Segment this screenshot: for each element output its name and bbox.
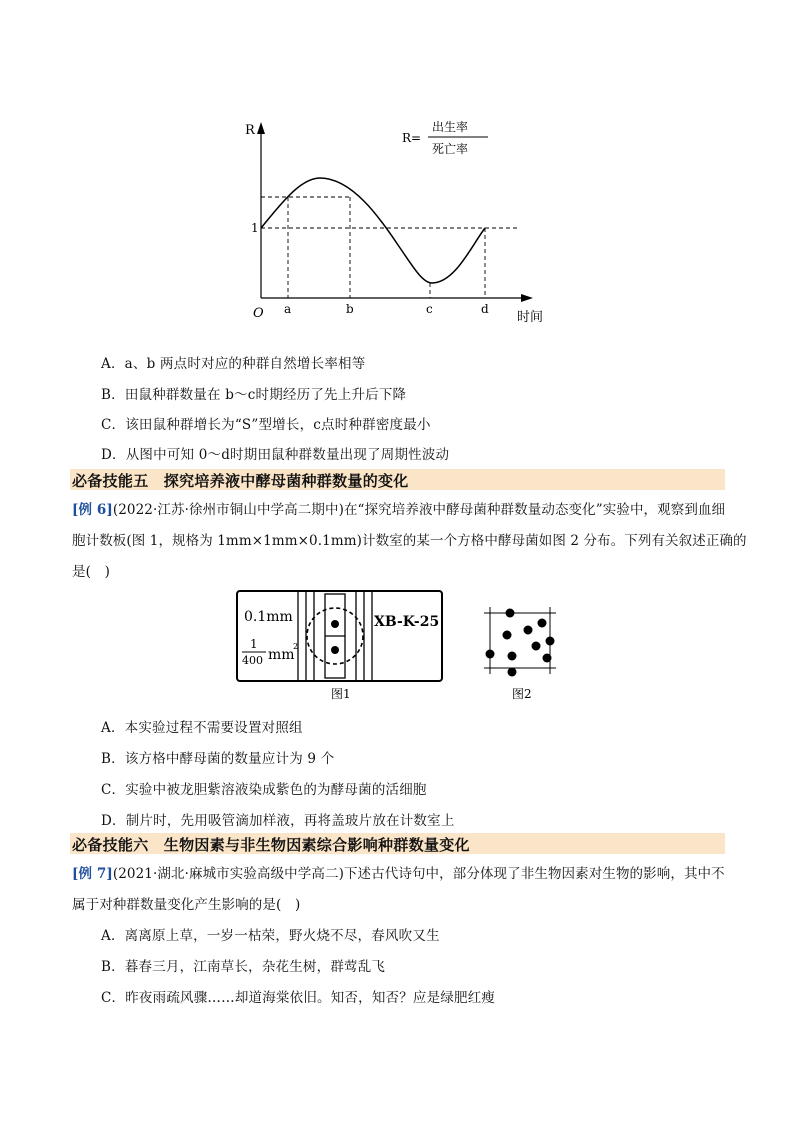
yeast-cell bbox=[508, 668, 517, 677]
figure-2-caption: 图2 bbox=[512, 687, 532, 701]
example-6-line-3: 是( ) bbox=[72, 564, 110, 580]
section-five-header bbox=[70, 469, 725, 490]
yeast-cell bbox=[506, 609, 515, 618]
area-unit: mm bbox=[268, 647, 295, 663]
example-7-text-1: (2021·湖北·麻城市实验高级中学高二)下述古代诗句中，部分体现了非生物因素对生物的影响，其中不 bbox=[112, 866, 725, 882]
grid-mark-bottom bbox=[331, 646, 339, 654]
point-label-b: b bbox=[346, 302, 354, 316]
q5-option-c: C．该田鼠种群增长为“S”型增长，c点时种群密度最小 bbox=[101, 417, 431, 433]
area-denominator: 400 bbox=[242, 654, 263, 667]
yeast-cell bbox=[532, 642, 541, 651]
section-six-header bbox=[70, 833, 725, 854]
example-7-line-2: 属于对种群数量变化产生影响的是( ) bbox=[72, 897, 301, 913]
example-7-label: [例 7] bbox=[72, 866, 113, 882]
y-tick-label: 1 bbox=[251, 221, 259, 235]
counting-chamber-figure bbox=[232, 586, 572, 706]
q5-option-b: B．田鼠种群数量在 b～c时期经历了先上升后下降 bbox=[101, 387, 407, 403]
q6-option-b: B．该方格中酵母菌的数量应计为 9 个 bbox=[101, 751, 335, 767]
depth-label: 0.1mm bbox=[244, 609, 293, 625]
section-five-title: 必备技能五 探究培养液中酵母菌种群数量的变化 bbox=[72, 472, 409, 490]
yeast-cell bbox=[486, 650, 495, 659]
grid-mark-top bbox=[331, 620, 339, 628]
point-label-c: c bbox=[426, 302, 433, 316]
q7-option-a: A．离离原上草，一岁一枯荣，野火烧不尽，春风吹又生 bbox=[101, 928, 440, 944]
yeast-cell bbox=[508, 652, 517, 661]
formula-denominator: 死亡率 bbox=[432, 142, 469, 156]
figure-1-caption: 图1 bbox=[331, 687, 351, 701]
x-axis-label: 时间 bbox=[517, 310, 544, 325]
formula-prefix: R= bbox=[402, 131, 422, 145]
y-axis-arrow bbox=[257, 122, 265, 134]
yeast-cell bbox=[546, 637, 555, 646]
yeast-cell bbox=[524, 626, 533, 635]
q6-option-a: A．本实验过程不需要设置对照组 bbox=[101, 720, 303, 736]
example-6-line-1 bbox=[72, 498, 727, 518]
area-exponent: 2 bbox=[293, 642, 299, 651]
y-axis-label: R bbox=[245, 123, 255, 138]
board-code: XB-K-25 bbox=[374, 614, 440, 630]
q6-option-c: C．实验中被龙胆紫溶液染成紫色的为酵母菌的活细胞 bbox=[101, 782, 427, 798]
q6-option-d: D．制片时，先用吸管滴加样液，再将盖玻片放在计数室上 bbox=[101, 813, 455, 829]
point-label-d: d bbox=[481, 302, 489, 316]
x-axis-arrow bbox=[521, 294, 533, 302]
point-label-a: a bbox=[284, 302, 292, 316]
area-numerator: 1 bbox=[250, 637, 258, 651]
yeast-cell bbox=[543, 654, 552, 663]
r-curve bbox=[261, 178, 485, 283]
q5-option-a: A．a、b 两点时对应的种群自然增长率相等 bbox=[101, 356, 366, 372]
section-six-title: 必备技能六 生物因素与非生物因素综合影响种群数量变化 bbox=[72, 836, 470, 854]
yeast-cell bbox=[538, 619, 547, 628]
q7-option-b: B．暮春三月，江南草长，杂花生树，群莺乱飞 bbox=[101, 959, 386, 975]
example-6-line-2: 胞计数板(图 1，规格为 1mm×1mm×0.1mm)计数室的某一个方格中酵母菌如图 2 分布。下列有关叙述正确的 bbox=[72, 533, 747, 549]
example-6-text-1: (2022·江苏·徐州市铜山中学高二期中)在“探究培养液中酵母菌种群数量动态变化”实验中，观察到血细 bbox=[112, 502, 726, 518]
formula-numerator: 出生率 bbox=[432, 120, 469, 134]
example-6-label: [例 6] bbox=[72, 502, 113, 518]
origin-label: O bbox=[253, 306, 264, 321]
r-ratio-graph bbox=[240, 110, 560, 330]
example-7-line-1 bbox=[72, 862, 727, 882]
yeast-cell bbox=[503, 631, 512, 640]
q5-option-d: D．从图中可知 0～d时期田鼠种群数量出现了周期性波动 bbox=[101, 447, 450, 463]
q7-option-c: C．昨夜雨疏风骤……却道海棠依旧。知否，知否？应是绿肥红瘦 bbox=[101, 990, 496, 1006]
